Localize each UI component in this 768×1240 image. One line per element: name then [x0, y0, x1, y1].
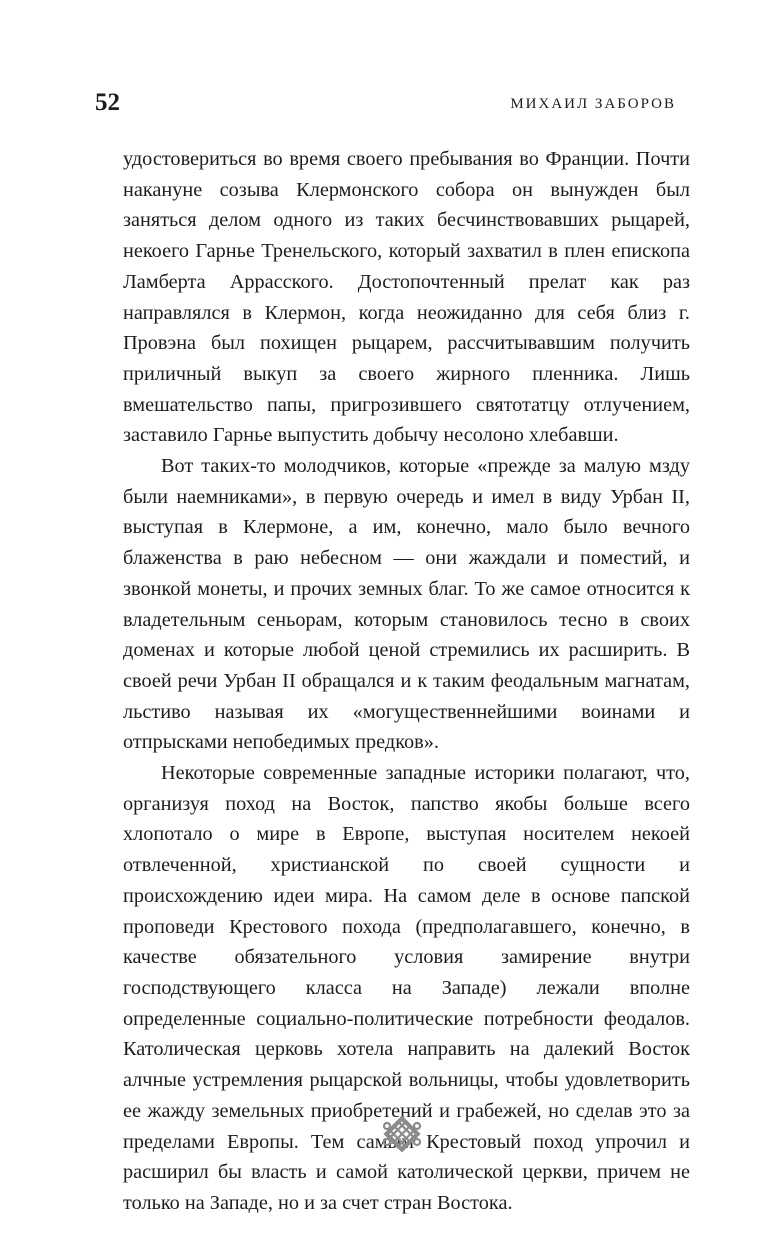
- body-text: [123, 144, 690, 1219]
- paragraph-1: удостовериться во время своего пребывания во Франции. Почти накануне созыва Клермонского собора он вынужден был заняться делом одного из таких бесчинствовавших рыцарей, некоего Гарнье Тренельского, который захватил в плен епископа Ламберта Аррасского. Достопочтенный прелат как раз направлялся в Клермон, когда неожиданно для себя близ г. Провэна был похищен рыцарем, рассчитывавшим получить приличный выкуп за своего жирного пленника. Лишь вмешательство папы, пригрозившего святотатцу отлучением, заставило Гарнье выпустить добычу несолоно хлебавши.: [123, 148, 690, 447]
- paragraph-2: Вот таких-то молодчиков, которые «прежде за малую мзду были наемниками», в первую очередь и имел в виду Урбан II, выступая в Клермоне, а им, конечно, мало было вечного блаженства в раю небесном — они жаждали и поместий, и звонкой монеты, и прочих земных благ. То же самое относится к владетельным сеньорам, которым становилось тесно в своих доменах и которые любой ценой стремились их расширить. В своей речи Урбан II обращался и к таким феодальным магнатам, льстиво называя их «могущественнейшими воинами и отпрысками непобедимых предков».: [123, 455, 690, 754]
- page-number: 52: [95, 89, 120, 116]
- running-head: МИХАИЛ ЗАБОРОВ: [510, 96, 676, 112]
- endless-knot-ornament-icon: [380, 1112, 424, 1156]
- paragraph-3: Некоторые современные западные историки полагают, что, организуя поход на Восток, папство якобы больше всего хлопотало о мире в Европе, выступая носителем некоей отвлеченной, христианской по своей сущности и происхождению идеи мира. На самом деле в основе папской проповеди Крестового похода (предполагавшего, конечно, в качестве обязательного условия замирение внутри господствующего класса на Западе) лежали вполне определенные социально-политические потребности феодалов. Католическая церковь хотела направить на далекий Восток алчные устремления рыцарской вольницы, чтобы удовлетворить ее жажду земельных приобретений и грабежей, но сделав это за пределами Европы. Тем самым Крестовый поход упрочил и расширил бы власть и самой католической церкви, причем не только на Западе, но и за счет стран Востока.: [123, 762, 690, 1214]
